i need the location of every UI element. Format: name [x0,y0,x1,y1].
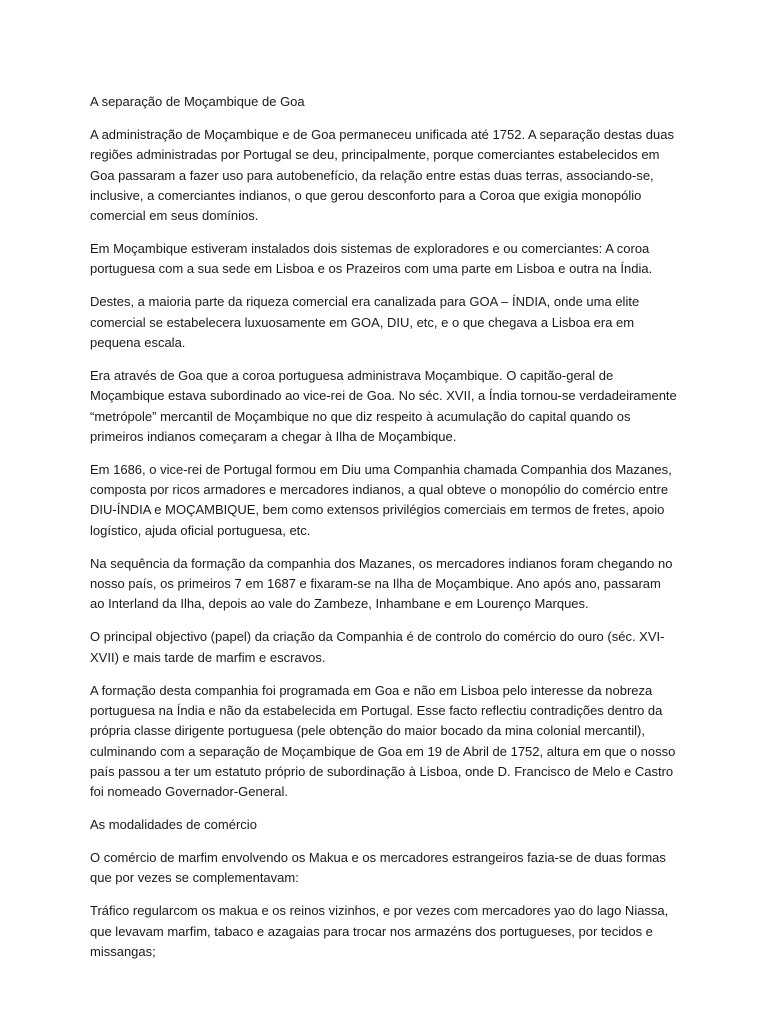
body-paragraph: Era através de Goa que a coroa portuguesa administrava Moçambique. O capitão-geral de Moçambique estava subordinado ao vice-rei de Goa. No séc. XVII, a Índia tornou-se verdadeiramente “metrópole” mercantil de Moçambique no que diz respeito à acumulação do capital quando os primeiros indianos começaram a chegar à Ilha de Moçambique. [90,368,677,444]
body-paragraph: Destes, a maioria parte da riqueza comercial era canalizada para GOA – ÍNDIA, onde uma elite comercial se estabelecera luxuosamente em GOA, DIU, etc, e o que chegava a Lisboa era em pequena escala. [90,294,640,351]
body-paragraph: O principal objectivo (papel) da criação da Companhia é de controlo do comércio do ouro (séc. XVI-XVII) e mais tarde de marfim e escravos. [90,629,665,665]
section-heading: As modalidades de comércio [90,817,257,833]
body-paragraph: Em 1686, o vice-rei de Portugal formou em Diu uma Companhia chamada Companhia dos Mazanes, composta por ricos armadores e mercadores indianos, a qual obteve o monopólio do comércio entre DIU-ÍNDIA e MOÇAMBIQUE, bem como extensos privilégios comerciais em termos de fretes, apoio logístico, ajuda oficial portuguesa, etc. [90,461,672,538]
body-paragraph: A administração de Moçambique e de Goa permaneceu unificada até 1752. A separação destas duas regiões administradas por Portugal se deu, principalmente, porque comerciantes estabelecidos em Goa passaram a fazer uso para autobenefício, da relação entre estas duas terras, associando-se, inclusive, a comerciantes indianos, o que gerou desconforto para a Coroa que exigia monopólio comercial em seus domínios. [90,126,674,224]
document-page [90,92,678,975]
section-heading: A separação de Moçambique de Goa [90,94,305,109]
body-paragraph: Na sequência da formação da companhia dos Mazanes, os mercadores indianos foram chegando no nosso país, os primeiros 7 em 1687 e fixaram-se na Ilha de Moçambique. Ano após ano, passaram ao Interland da Ilha, depois ao vale do Zambeze, Inhambane e em Lourenço Marques. [90,555,673,612]
body-paragraph: Em Moçambique estiveram instalados dois sistemas de exploradores e ou comerciantes: A coroa portuguesa com a sua sede em Lisboa e os Prazeiros com uma parte em Lisboa e outra na Índia. [90,241,653,277]
body-paragraph: A formação desta companhia foi programada em Goa e não em Lisboa pelo interesse da nobreza portuguesa na Índia e não da estabelecida em Portugal. Esse facto reflectiu contradições dentro da própria classe dirigente portuguesa (pele obtenção do maior bocado da mina colonial mercantil), culminando com a separação de Moçambique de Goa em 19 de Abril de 1752, altura em que o nosso país passou a ter um estatuto próprio de subordinação à Lisboa, onde D. Francisco de Melo e Castro foi nomeado Governador-General. [90,682,676,800]
body-paragraph: O comércio de marfim envolvendo os Makua e os mercadores estrangeiros fazia-se de duas formas que por vezes se complementavam: [90,850,666,886]
body-paragraph: Tráfico regularcom os makua e os reinos vizinhos, e por vezes com mercadores yao do lago Niassa, que levavam marfim, tabaco e azagaias para trocar nos armazéns dos portugueses, por tecidos e missangas; [90,903,669,959]
